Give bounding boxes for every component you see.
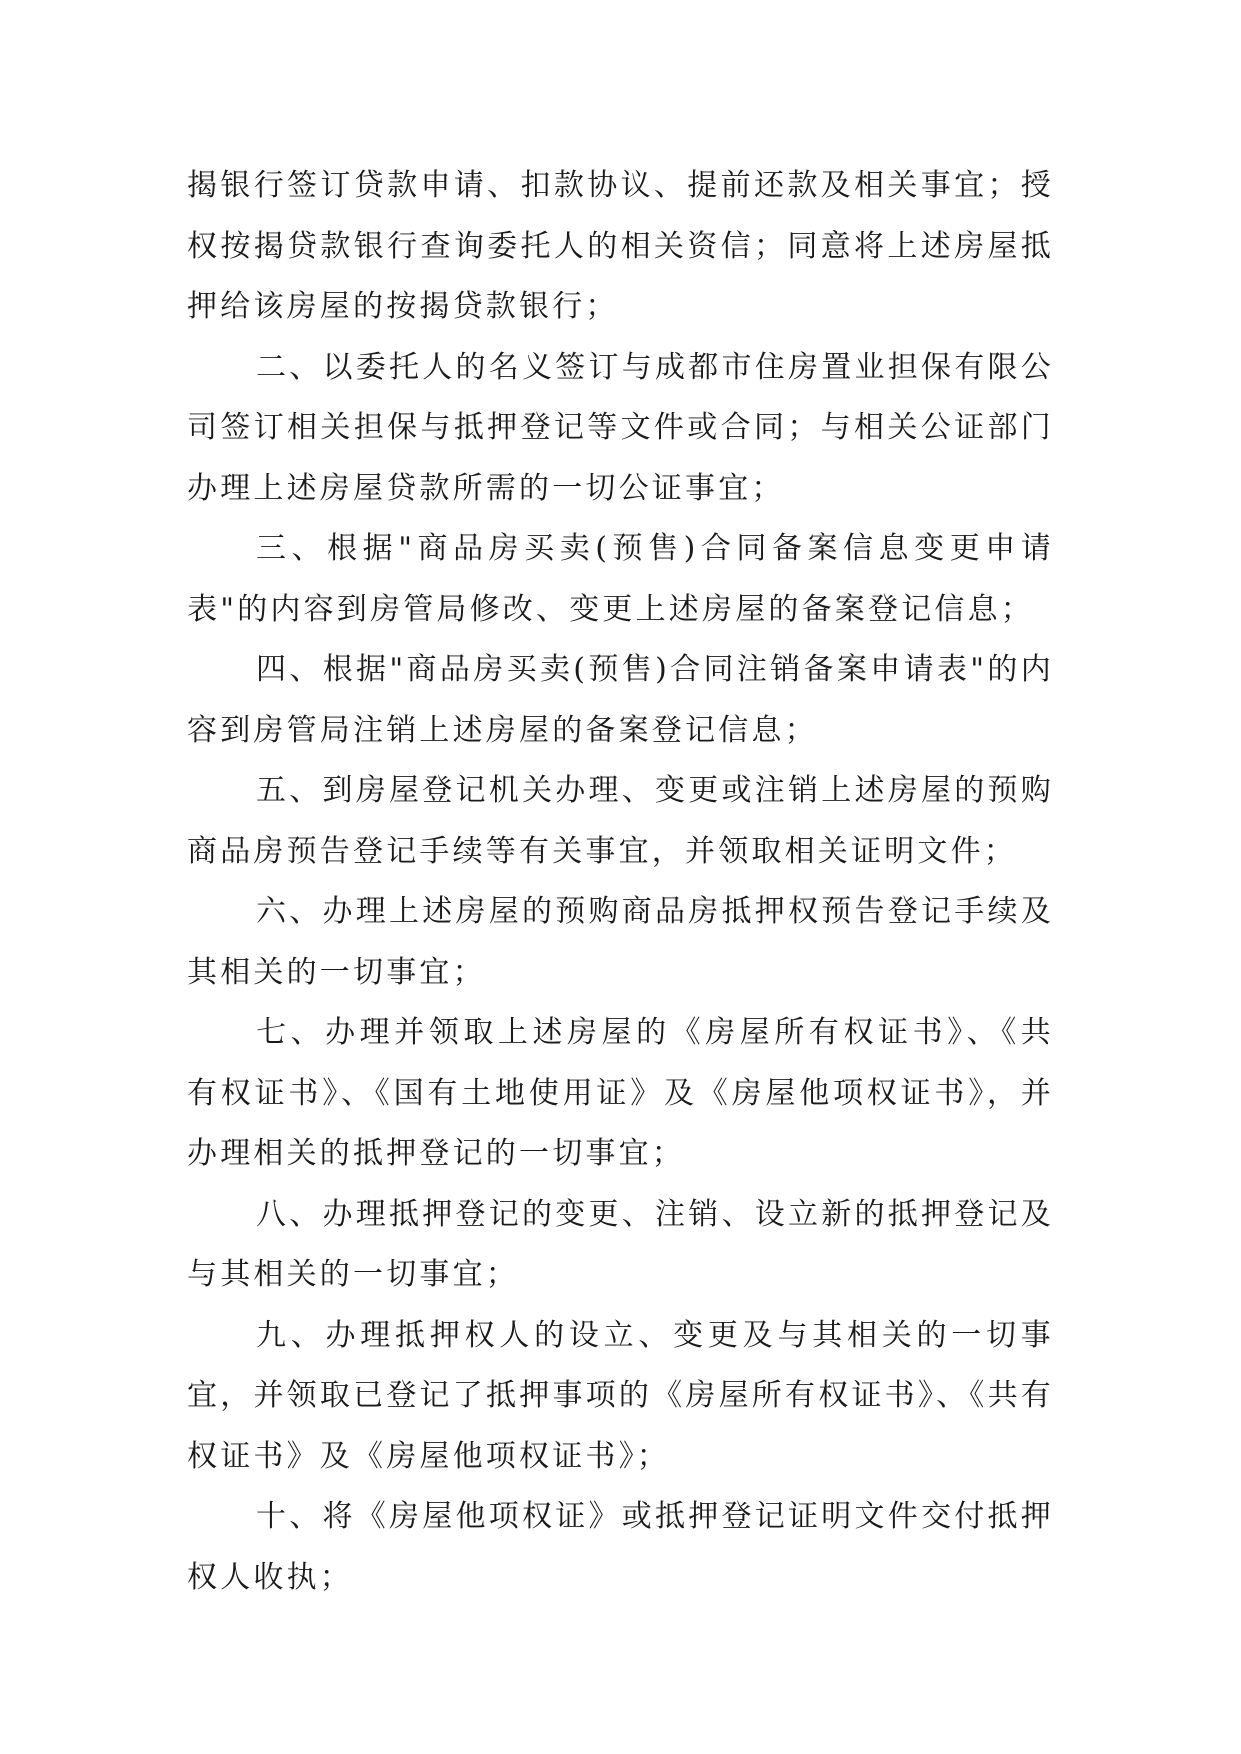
paragraph-item-10: 十、将《房屋他项权证》或抵押登记证明文件交付抵押权人收执； xyxy=(187,1499,1054,1595)
paragraph-item-9: 九、办理抵押权人的设立、变更及与其相关的一切事宜，并领取已登记了抵押事项的《房屋所有权证书》、《共有权证书》及《房屋他项权证书》； xyxy=(187,1317,1054,1474)
document-body xyxy=(187,156,1054,1608)
paragraph-continuation: 揭银行签订贷款申请、扣款协议、提前还款及相关事宜；授权按揭贷款银行查询委托人的相关资信；同意将上述房屋抵押给该房屋的按揭贷款银行； xyxy=(187,168,1054,324)
paragraph-item-4: 四、根据"商品房买卖(预售)合同注销备案申请表"的内容到房管局注销上述房屋的备案登记信息； xyxy=(187,652,1054,748)
paragraph-item-3: 三、根据"商品房买卖(预售)合同备案信息变更申请表"的内容到房管局修改、变更上述房屋的备案登记信息； xyxy=(187,531,1054,627)
paragraph-item-2: 二、以委托人的名义签订与成都市住房置业担保有限公司签订相关担保与抵押登记等文件或合同；与相关公证部门办理上述房屋贷款所需的一切公证事宜； xyxy=(187,349,1054,506)
paragraph-item-5: 五、到房屋登记机关办理、变更或注销上述房屋的预购商品房预告登记手续等有关事宜，并领取相关证明文件； xyxy=(187,773,1054,869)
paragraph-item-8: 八、办理抵押登记的变更、注销、设立新的抵押登记及与其相关的一切事宜； xyxy=(187,1196,1054,1292)
paragraph-item-6: 六、办理上述房屋的预购商品房抵押权预告登记手续及其相关的一切事宜； xyxy=(187,894,1054,990)
paragraph-item-7: 七、办理并领取上述房屋的《房屋所有权证书》、《共有权证书》、《国有土地使用证》及《房屋他项权证书》，并办理相关的抵押登记的一切事宜； xyxy=(187,1015,1054,1171)
